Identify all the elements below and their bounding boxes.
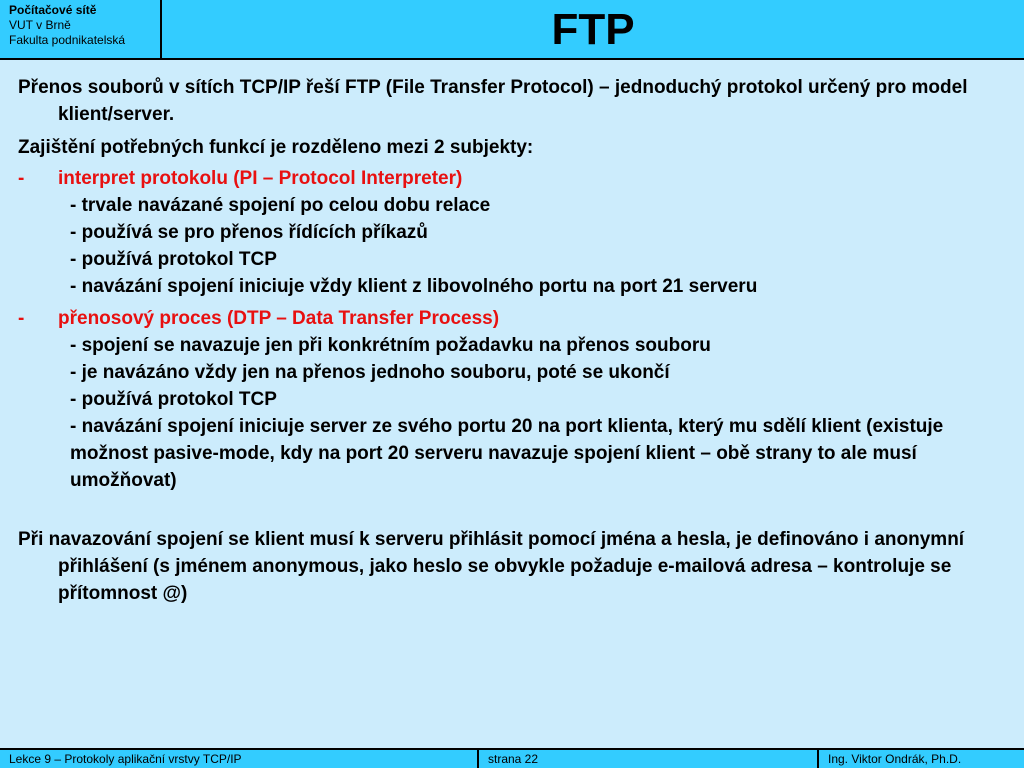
footer-lecture: Lekce 9 – Protokoly aplikační vrstvy TCP/IP — [0, 750, 479, 768]
pi-item: - používá protokol TCP — [70, 249, 277, 270]
pi-heading: interpret protokolu (PI – Protocol Interpreter) — [58, 168, 463, 189]
dtp-section — [18, 305, 1008, 494]
pi-item: - trvale navázané spojení po celou dobu relace — [70, 195, 491, 216]
slide-header — [0, 0, 1024, 60]
dtp-item: - navázání spojení iniciuje server ze svého portu 20 na port klienta, který mu sdělí klient (existuje možnost pasive-mode, kdy na port 20 serveru navazuje spojení klient – obě strany to ale musí umožňovat) — [70, 416, 944, 491]
dtp-heading: přenosový proces (DTP – Data Transfer Process) — [58, 308, 500, 329]
dtp-item: - je navázáno vždy jen na přenos jednoho souboru, poté se ukončí — [70, 362, 670, 383]
intro-paragraph: Přenos souborů v sítích TCP/IP řeší FTP (File Transfer Protocol) – jednoduchý protokol určený pro model klient/server. — [18, 77, 968, 125]
bullet-dash: - — [18, 168, 25, 189]
faculty-name: Fakulta podnikatelská — [9, 33, 126, 47]
dtp-heading-row — [18, 305, 1008, 332]
course-name: Počítačové sítě — [9, 3, 97, 17]
slide-content — [18, 74, 1008, 607]
bullet-dash: - — [18, 308, 25, 329]
pi-item: - používá se pro přenos řídících příkazů — [70, 222, 428, 243]
pi-item: - navázání spojení iniciuje vždy klient z libovolného portu na port 21 serveru — [70, 276, 758, 297]
slide-footer — [0, 748, 1024, 768]
pi-section — [18, 165, 1008, 300]
footer-page-number: strana 22 — [479, 750, 819, 768]
header-institution-box — [0, 0, 162, 60]
dtp-item: - používá protokol TCP — [70, 389, 277, 410]
login-paragraph: Při navazování spojení se klient musí k serveru přihlásit pomocí jména a hesla, je definováno i anonymní přihlášení (s jménem anonymous, jako heslo se obvykle požaduje e-mailová adresa – kontroluje se přítomnost @) — [18, 529, 965, 604]
slide-title: FTP — [551, 5, 635, 54]
university-name: VUT v Brně — [9, 18, 71, 32]
split-paragraph: Zajištění potřebných funkcí je rozděleno mezi 2 subjekty: — [18, 137, 534, 158]
dtp-item: - spojení se navazuje jen při konkrétním požadavku na přenos souboru — [70, 335, 711, 356]
footer-author: Ing. Viktor Ondrák, Ph.D. — [828, 752, 962, 766]
pi-heading-row — [18, 165, 1008, 192]
